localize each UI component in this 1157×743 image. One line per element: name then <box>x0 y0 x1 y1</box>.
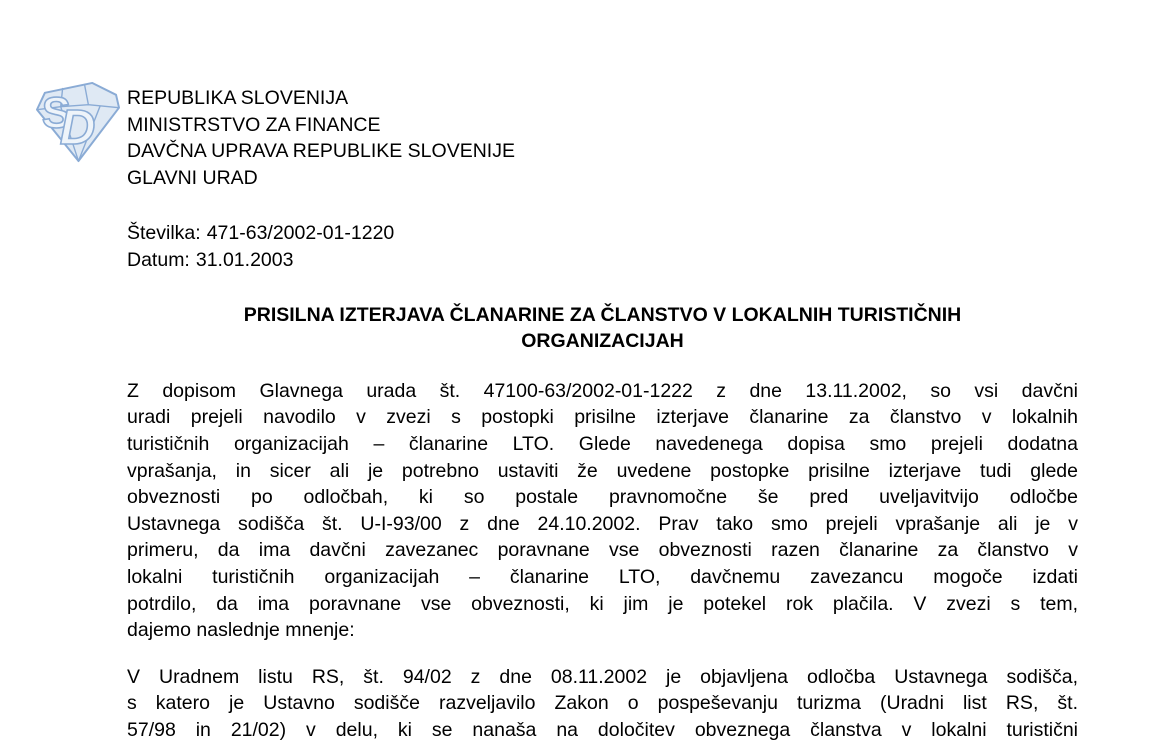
text-line: ORGANIZACIJAH <box>521 330 684 353</box>
document-title <box>127 302 1078 355</box>
text-line: primeru, da ima davčni zavezanec poravnane vse obveznosti razen članarine za članstvo v <box>127 539 1078 562</box>
text-line: obveznosti po odločbah, ki so postale pravnomočne še pred uveljavitvijo odločbe <box>127 486 1078 509</box>
document-date-line <box>127 247 1078 274</box>
text-line: Z dopisom Glavnega urada št. 47100-63/2002-01-1222 z dne 13.11.2002, so vsi davčni <box>127 379 1078 402</box>
paragraph-1 <box>127 378 1078 644</box>
durs-gem-logo-icon <box>33 79 122 164</box>
document-meta <box>127 220 1078 273</box>
text-line: s katero je Ustavno sodišče razveljavilo Zakon o pospeševanju turizma (Uradni list RS, št. <box>127 692 1078 715</box>
text-line: GLAVNI URAD <box>127 166 258 189</box>
document-content <box>127 0 1078 743</box>
paragraph-2 <box>127 664 1078 743</box>
text-line: PRISILNA IZTERJAVA ČLANARINE ZA ČLANSTVO V LOKALNIH TURISTIČNIH <box>243 303 962 326</box>
text-line: turističnih organizacijah – članarine LTO. Glede navedenega dopisa smo prejeli dodatna <box>127 432 1078 455</box>
text-line: V Uradnem listu RS, št. 94/02 z dne 08.11.2002 je objavljena odločba Ustavnega sodišča, <box>127 665 1078 688</box>
date-label: Datum: <box>127 248 190 271</box>
logo-letter-s: S <box>41 89 71 138</box>
text-line: MINISTRSTVO ZA FINANCE <box>127 113 381 136</box>
text-line: dajemo naslednje mnenje: <box>127 619 355 642</box>
text-line: DAVČNA UPRAVA REPUBLIKE SLOVENIJE <box>127 140 515 163</box>
text-line: lokalni turističnih organizacijah – članarine LTO, davčnemu zavezancu mogoče izdati <box>127 565 1078 588</box>
text-line: 57/98 in 21/02) v delu, ki se nanaša na določitev obveznega članstva v lokalni turistični <box>127 718 1078 741</box>
text-line: REPUBLIKA SLOVENIJA <box>127 87 349 109</box>
date-value: 31.01.2003 <box>195 248 294 271</box>
text-line: potrdilo, da ima poravnane vse obveznosti, ki jim je potekel rok plačila. V zvezi s tem, <box>127 592 1078 615</box>
document-number-line <box>127 220 1078 247</box>
logo-letter-d: D <box>59 100 96 156</box>
letterhead <box>127 0 1078 191</box>
number-label: Številka: <box>127 222 201 245</box>
text-line: Ustavnega sodišča št. U-I-93/00 z dne 24.10.2002. Prav tako smo prejeli vprašanje ali je v <box>127 512 1078 535</box>
text-line: vprašanja, in sicer ali je potrebno ustaviti že uvedene postopke prisilne izterjave tudi glede <box>127 459 1078 482</box>
number-value: 471-63/2002-01-1220 <box>206 222 395 245</box>
text-line: uradi prejeli navodilo v zvezi s postopki prisilne izterjave članarine za članstvo v lokalnih <box>127 406 1078 429</box>
